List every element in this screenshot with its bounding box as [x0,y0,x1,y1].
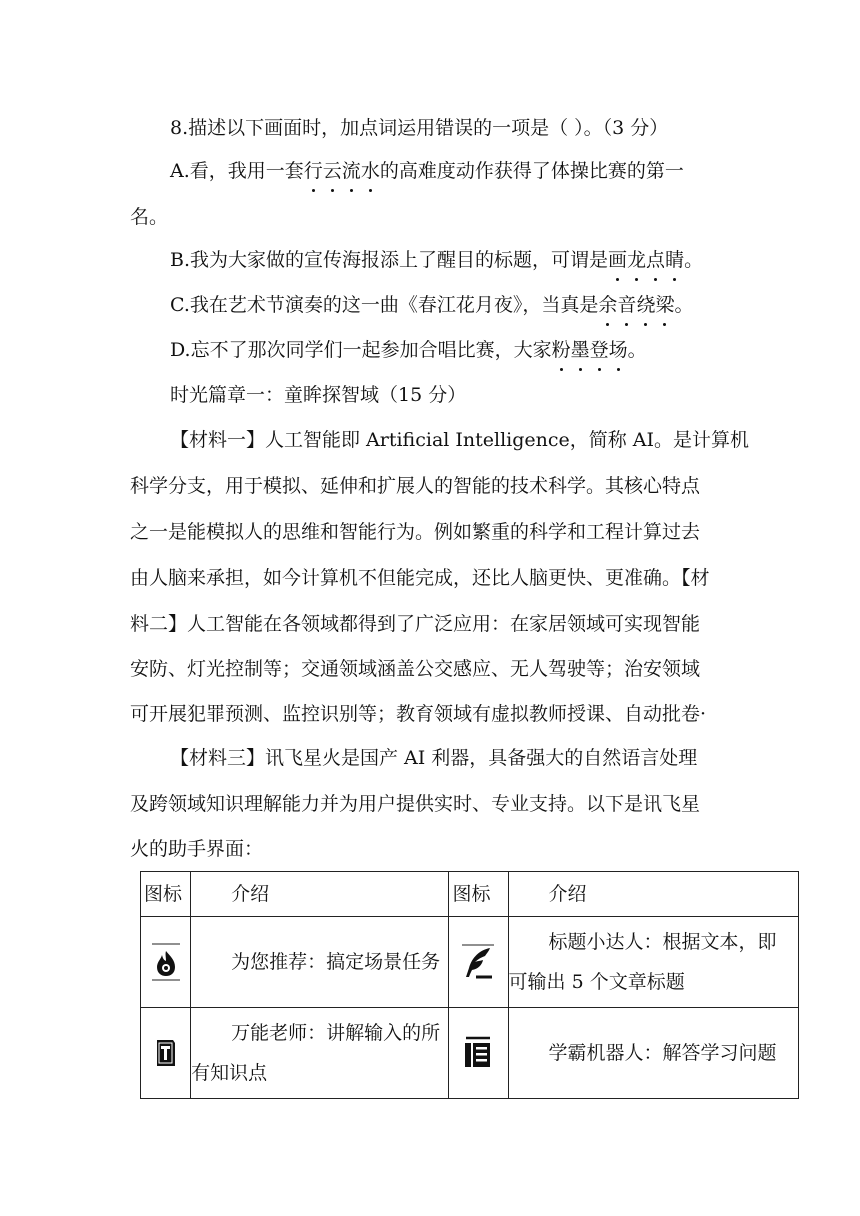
intro-cell: 为您推荐：搞定场景任务 [191,917,449,1008]
material-line: 料二】人工智能在各领域都得到了广泛应用：在家居领域可实现智能 [130,613,701,635]
option-a-line2: 名。 [130,206,169,228]
material-line: 【材料一】人工智能即 Artificial Intelligence，简称 AI。是计算机 [170,429,750,451]
dotted-char: 绕 [636,291,655,319]
option-c-suffix: 。 [674,294,694,316]
dotted-char: 龙 [627,246,646,274]
dotted-char: 水 [361,157,380,185]
material3-line: 及跨领域知识理解能力并为用户提供实时、专业支持。以下是讯飞星 [130,793,701,815]
dotted-char: 梁 [655,291,674,319]
dotted-char: 点 [646,246,665,274]
intro-line: 标题小达人：根据文本，即 [548,931,777,953]
option-a-prefix: A.看，我用一套 [170,160,304,182]
material-line: 之一是能模拟人的思维和智能行为。例如繁重的科学和工程计算过去 [130,521,701,543]
dotted-char: 登 [590,336,609,364]
book-t-icon [151,1036,181,1070]
option-d [170,336,647,364]
option-b-prefix: B.我为大家做的宣传海报添上了醒目的标题，可谓是 [170,249,609,271]
document-stack-icon [460,1034,496,1072]
dotted-char: 画 [608,246,627,274]
dotted-char: 行 [304,157,323,185]
option-a-suffix: 的高难度动作获得了体操比赛的第一 [379,160,684,182]
intro-cell [191,1008,449,1099]
table-header-row [141,872,799,917]
intro-line: 可输出 5 个文章标题 [508,971,685,993]
option-c-prefix: C.我在艺术节演奏的这一曲《春江花月夜》，当真是 [170,294,599,316]
dotted-char: 场 [609,336,628,364]
dotted-char: 流 [342,157,361,185]
dotted-char: 余 [598,291,617,319]
intro-line: 有知识点 [191,1062,268,1084]
option-b-suffix: 。 [684,249,704,271]
question-stem: 8.描述以下画面时，加点词运用错误的一项是（ ）。（3 分） [170,117,669,139]
table-header: 图标 [141,872,191,917]
dotted-char: 音 [617,291,636,319]
material-line: 可开展犯罪预测、监控识别等；教育领域有虚拟教师授课、自动批卷· [130,703,707,725]
table-header: 图标 [449,872,508,917]
option-a-line1 [170,157,684,185]
material-line: 科学分支，用于模拟、延伸和扩展人的智能的技术科学。其核心特点 [130,475,701,497]
option-c [170,291,693,319]
material-line: 安防、灯光控制等；交通领域涵盖公交感应、无人驾驶等；治安领域 [130,658,701,680]
icon-cell [141,917,191,1008]
dotted-char: 粉 [552,336,571,364]
option-d-prefix: D.忘不了那次同学们一起参加合唱比赛，大家 [170,339,552,361]
flame-icon [149,941,183,983]
icon-cell [141,1008,191,1099]
icon-cell [449,1008,508,1099]
dotted-char: 墨 [571,336,590,364]
table-header: 介绍 [508,872,798,917]
option-b [170,246,703,274]
option-d-suffix: 。 [627,339,647,361]
intro-line: 万能老师：讲解输入的所 [231,1022,441,1044]
material3-line: 【材料三】讯飞星火是国产 AI 利器，具备强大的自然语言处理 [170,747,698,769]
dotted-char: 睛 [665,246,684,274]
dotted-char: 云 [323,157,342,185]
material3-line: 火的助手界面： [130,838,264,860]
quill-icon [458,941,498,983]
icon-cell [449,917,508,1008]
intro-cell: 学霸机器人：解答学习问题 [508,1008,798,1099]
material-line: 由人脑来承担，如今计算机不但能完成，还比人脑更快、更准确。【材 [130,567,710,589]
assistant-icon-table [140,871,799,1099]
table-row [141,917,799,1008]
table-row [141,1008,799,1099]
intro-cell [508,917,798,1008]
table-header: 介绍 [191,872,449,917]
section-title: 时光篇章一：童眸探智域（15 分） [170,384,467,406]
